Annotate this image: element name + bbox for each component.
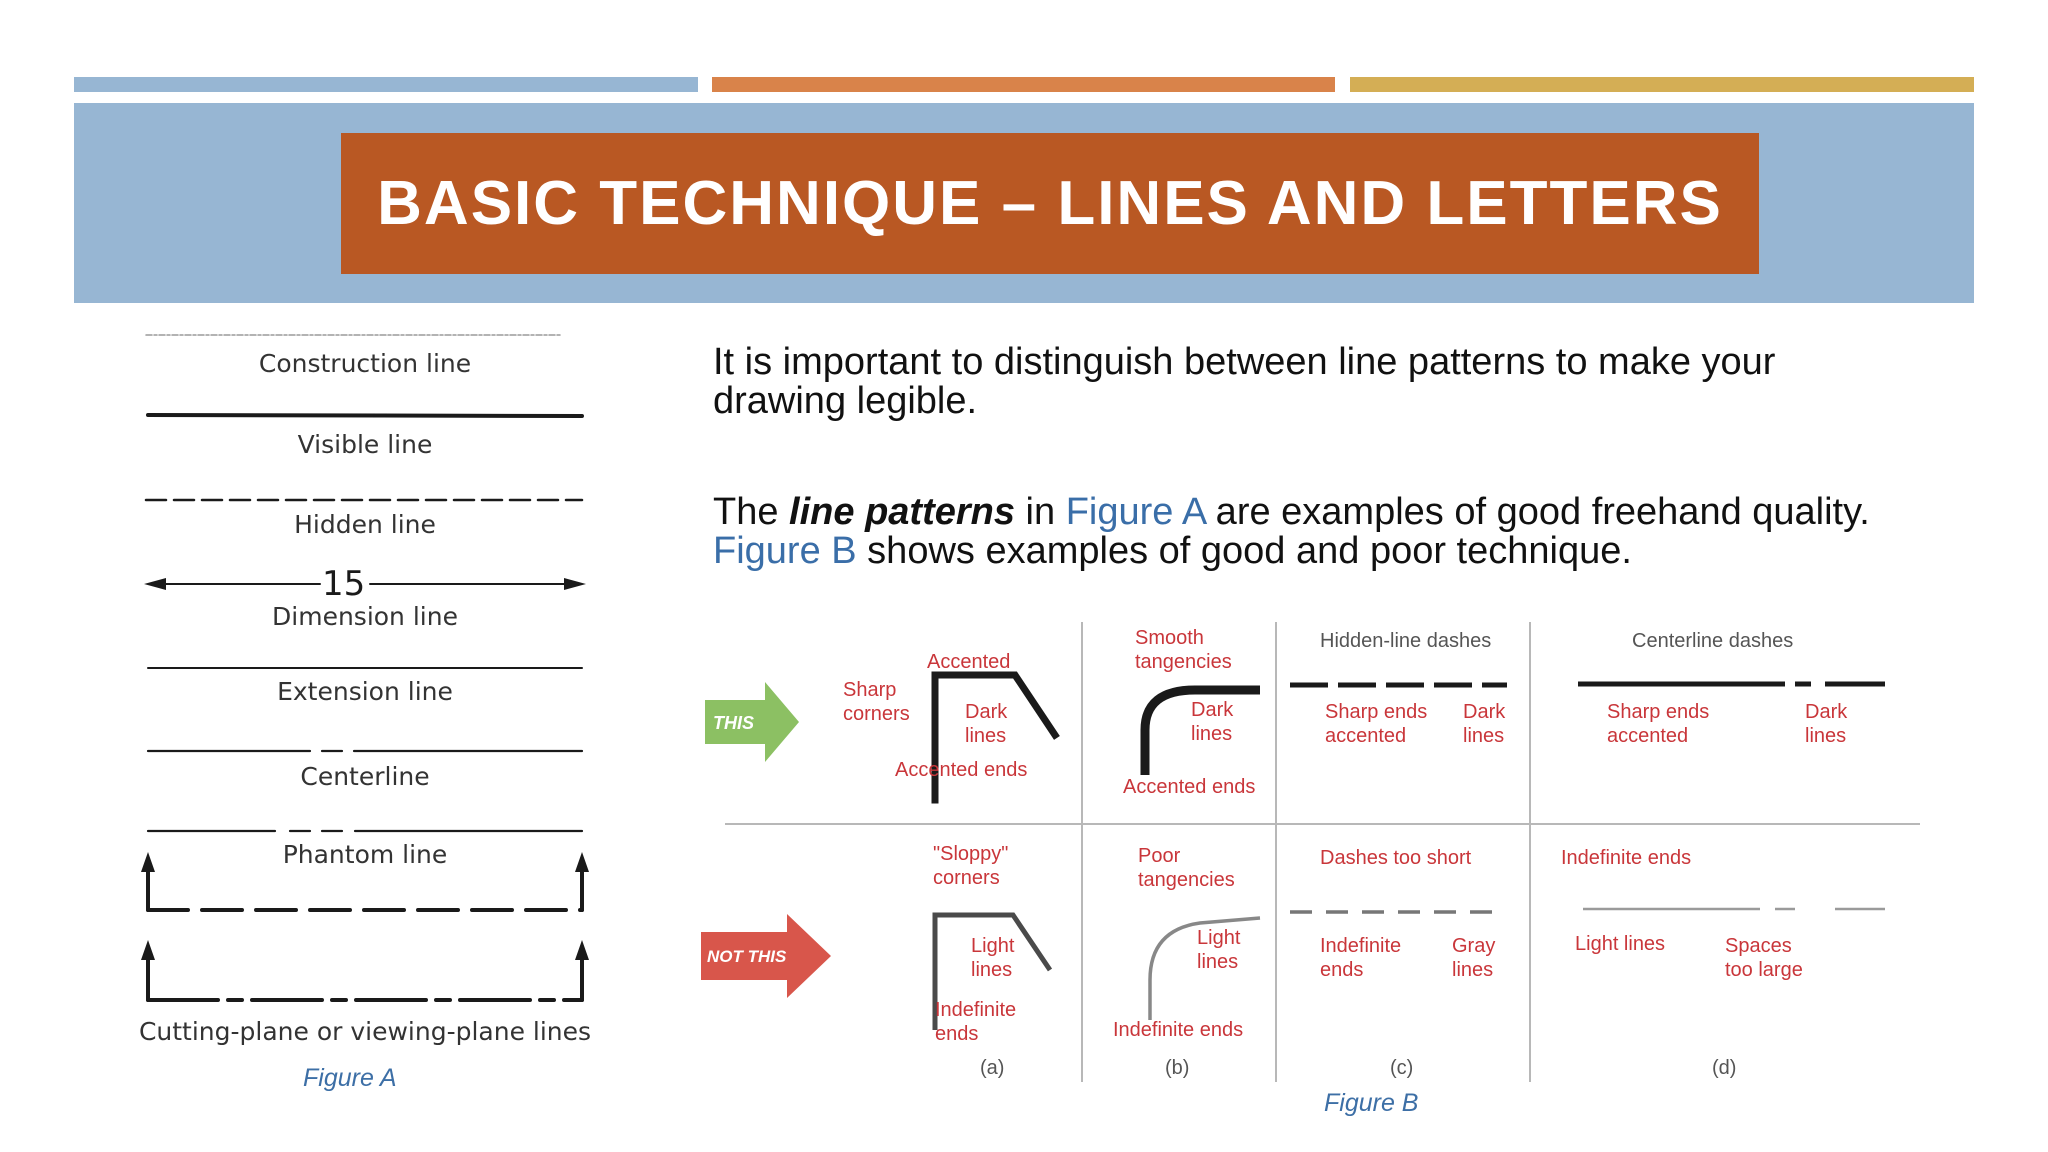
construction-line-label: Construction line <box>258 349 472 378</box>
note-accented: Accented <box>927 651 1011 673</box>
note-d-light-lines: Light lines <box>1575 933 1666 955</box>
note-smooth-1: Smooth <box>1135 627 1204 649</box>
note-a-accented-ends: Accented ends <box>895 759 1028 781</box>
para-text-mid: are examples of good freehand quality. <box>1205 491 1870 533</box>
accent-stripe-orange <box>712 77 1335 92</box>
para-text-in: in <box>1015 491 1066 533</box>
slide-title: BASIC TECHNIQUE – LINES AND LETTERS <box>377 169 1723 238</box>
note-a-indefinite-2: ends <box>935 1023 979 1045</box>
note-smooth-2: tangencies <box>1135 651 1232 673</box>
good-row-arrow <box>705 682 799 762</box>
note-sloppy-2: corners <box>933 867 1000 889</box>
note-c-sharp-2: accented <box>1325 725 1407 747</box>
note-sharp-corners-2: corners <box>843 703 910 725</box>
note-d-indefinite-ends: Indefinite ends <box>1561 847 1692 869</box>
figure-b-drawing <box>695 600 1925 1100</box>
note-dashes-too-short: Dashes too short <box>1320 847 1472 869</box>
bad-row-label: NOT THIS <box>707 947 787 966</box>
figure-a-link[interactable]: Figure A <box>1065 491 1206 533</box>
phantom-line-label: Phantom line <box>282 840 448 869</box>
note-c-dark-2: lines <box>1463 725 1505 747</box>
panel-label-d: (d) <box>1712 1057 1737 1079</box>
figure-a-caption: Figure A <box>303 1064 397 1092</box>
dimension-value: 15 <box>322 564 366 604</box>
panel-label-c: (c) <box>1390 1057 1414 1079</box>
accent-stripe-blue <box>74 77 698 92</box>
intro-paragraph: It is important to distinguish between line patterns to make your drawing legible. <box>713 341 1776 422</box>
note-sloppy-1: "Sloppy" <box>933 843 1009 865</box>
note-b-indefinite-ends: Indefinite ends <box>1113 1019 1244 1041</box>
note-a-dark-2: lines <box>965 725 1007 747</box>
note-b-dark-2: lines <box>1191 723 1233 745</box>
extension-line-label: Extension line <box>277 677 453 706</box>
column-header-c: Hidden-line dashes <box>1320 630 1492 652</box>
note-poor-1: Poor <box>1138 845 1181 867</box>
cutting-plane-label: Cutting-plane or viewing-plane lines <box>138 1017 592 1046</box>
para-text-suffix: shows examples of good and poor technique. <box>856 530 1632 572</box>
panel-label-a: (a) <box>980 1057 1005 1079</box>
note-d-spaces-2: too large <box>1725 959 1803 981</box>
note-c-sharp-1: Sharp ends <box>1325 701 1428 723</box>
hidden-line-label: Hidden line <box>294 510 436 539</box>
para-text-prefix: The <box>713 491 790 533</box>
note-c-gray-2: lines <box>1452 959 1494 981</box>
note-c-dark-1: Dark <box>1463 701 1506 723</box>
slide-title-box <box>341 133 1759 274</box>
note-c-gray-1: Gray <box>1452 935 1496 957</box>
note-poor-2: tangencies <box>1138 869 1235 891</box>
line-patterns-emphasis: line patterns <box>789 491 1015 533</box>
note-b-dark-1: Dark <box>1191 699 1234 721</box>
note-b-light-1: Light <box>1197 927 1241 949</box>
note-a-light-2: lines <box>971 959 1013 981</box>
centerline-label: Centerline <box>300 762 430 791</box>
note-d-dark-2: lines <box>1805 725 1847 747</box>
note-c-indefinite-2: ends <box>1320 959 1364 981</box>
column-header-d: Centerline dashes <box>1632 630 1794 652</box>
figures-paragraph <box>713 493 1913 571</box>
visible-line-label: Visible line <box>297 430 433 459</box>
note-d-dark-1: Dark <box>1805 701 1848 723</box>
figure-b-link[interactable]: Figure B <box>713 530 857 572</box>
note-a-light-1: Light <box>971 935 1015 957</box>
note-b-accented-ends: Accented ends <box>1123 776 1256 798</box>
panel-label-b: (b) <box>1165 1057 1190 1079</box>
dimension-line-label: Dimension line <box>272 602 458 631</box>
note-sharp-corners-1: Sharp <box>843 679 897 701</box>
note-a-dark-1: Dark <box>965 701 1008 723</box>
note-b-light-2: lines <box>1197 951 1239 973</box>
good-row-label: THIS <box>713 713 755 733</box>
note-d-spaces-1: Spaces <box>1725 935 1792 957</box>
note-c-indefinite-1: Indefinite <box>1320 935 1402 957</box>
bad-row-arrow <box>701 914 831 998</box>
figure-b-caption: Figure B <box>1324 1089 1419 1117</box>
note-d-sharp-1: Sharp ends <box>1607 701 1710 723</box>
note-a-indefinite-1: Indefinite <box>935 999 1017 1021</box>
note-d-sharp-2: accented <box>1607 725 1689 747</box>
accent-stripe-gold <box>1350 77 1974 92</box>
